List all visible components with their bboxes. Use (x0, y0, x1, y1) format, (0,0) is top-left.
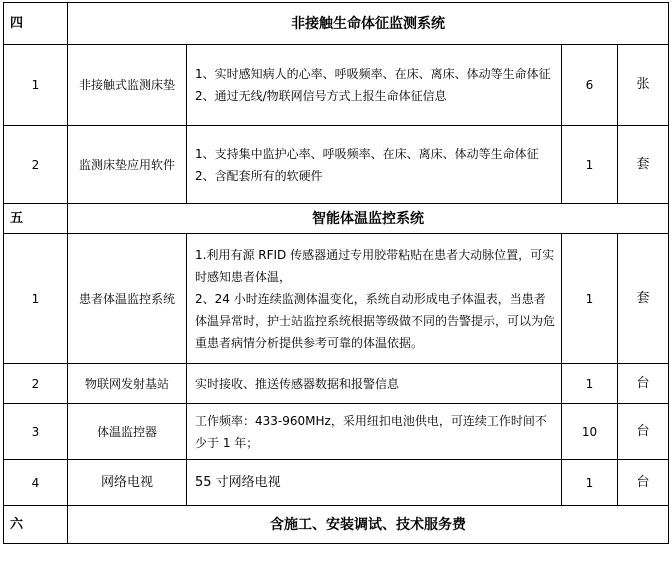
section-header-row (4, 204, 669, 234)
item-number: 1 (4, 45, 68, 126)
item-name: 网络电视 (68, 460, 187, 506)
item-number: 2 (4, 364, 68, 404)
section-number: 四 (4, 3, 68, 45)
item-number: 3 (4, 404, 68, 460)
description-line: 2、24 小时连续监测体温变化，系统自动形成电子体温表，当患者体温异常时，护士站监控系统根据等级做不同的告警提示，可以为危重患者病情分析提供参考可靠的体温依据。 (195, 291, 556, 350)
description-line: 实时接收、推送传感器数据和报警信息 (195, 376, 400, 391)
section-number: 五 (4, 204, 68, 234)
table-row (4, 404, 669, 460)
section-title: 智能体温监控系统 (68, 204, 669, 234)
item-description (187, 234, 562, 364)
item-number: 1 (4, 234, 68, 364)
item-unit: 台 (618, 404, 669, 460)
table-row (4, 126, 669, 204)
item-description (187, 460, 562, 506)
section-header-row (4, 3, 669, 45)
item-unit: 张 (618, 45, 669, 126)
table-row (4, 364, 669, 404)
section-header-row (4, 506, 669, 544)
item-number: 2 (4, 126, 68, 204)
item-unit: 台 (618, 460, 669, 506)
item-name: 患者体温监控系统 (68, 234, 187, 364)
item-quantity: 1 (562, 460, 618, 506)
item-quantity: 6 (562, 45, 618, 126)
section-title: 非接触生命体征监测系统 (68, 3, 669, 45)
item-quantity: 10 (562, 404, 618, 460)
item-quantity: 1 (562, 364, 618, 404)
item-quantity: 1 (562, 234, 618, 364)
description-line: 1、实时感知病人的心率、呼吸频率、在床、离床、体动等生命体征 (195, 67, 551, 81)
item-quantity: 1 (562, 126, 618, 204)
description-line: 2、通过无线/物联网信号方式上报生命体征信息 (195, 89, 447, 103)
item-unit: 套 (618, 234, 669, 364)
item-description (187, 364, 562, 404)
equipment-spec-table (3, 2, 669, 544)
item-name: 非接触式监测床垫 (68, 45, 187, 126)
item-description (187, 126, 562, 204)
section-title: 含施工、安装调试、技术服务费 (68, 506, 669, 544)
table-row (4, 460, 669, 506)
table-row (4, 234, 669, 364)
item-number: 4 (4, 460, 68, 506)
description-line: 2、含配套所有的软硬件 (195, 168, 323, 183)
description-line: 1、支持集中监护心率、呼吸频率、在床、离床、体动等生命体征 (195, 146, 539, 161)
item-unit: 套 (618, 126, 669, 204)
item-name: 体温监控器 (68, 404, 187, 460)
item-name: 监测床垫应用软件 (68, 126, 187, 204)
item-name: 物联网发射基站 (68, 364, 187, 404)
description-line: 1.利用有源 RFID 传感器通过专用胶带粘贴在患者大动脉位置，可实时感知患者体温， (195, 247, 555, 284)
description-line: 55 寸网络电视 (195, 474, 281, 490)
item-description (187, 404, 562, 460)
section-number: 六 (4, 506, 68, 544)
description-line: 工作频率：433-960MHz，采用纽扣电池供电，可连续工作时间不少于 1 年； (195, 413, 547, 450)
table-row (4, 45, 669, 126)
item-description (187, 45, 562, 126)
item-unit: 台 (618, 364, 669, 404)
